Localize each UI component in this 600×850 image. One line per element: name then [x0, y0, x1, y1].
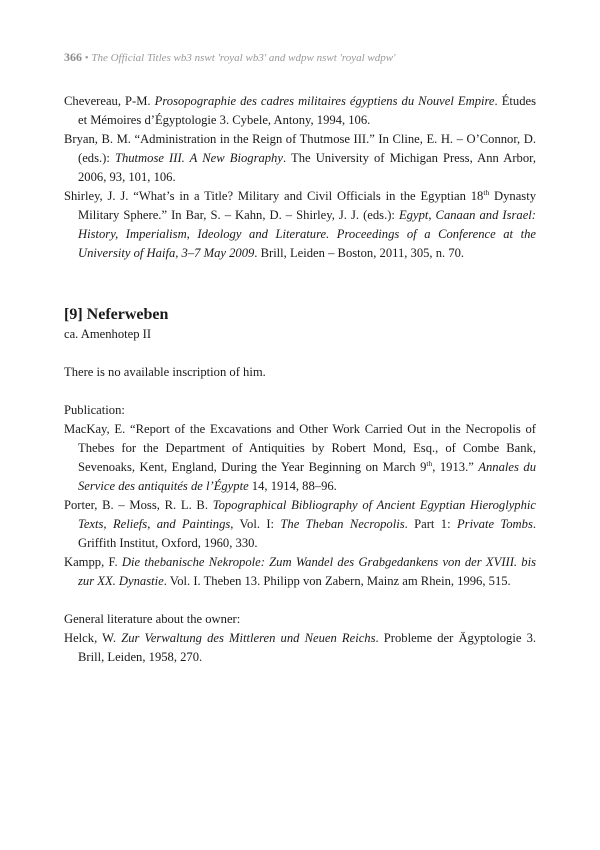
general-literature-label: General literature about the owner:	[64, 612, 241, 626]
section-title: [9] Neferweben	[64, 306, 169, 323]
publication-entry: MacKay, E. “Report of the Excavations and Other Work Carried Out in the Necropolis of Thebes for the Department of Antiquities by Robert Mond, Esq., of Combe Bank, Sevenoaks, Kent, England, During the Year Beginning on March 9th, 1913.” Annales du Service des antiquités de l’Égypte 14, 1914, 88–96.	[64, 422, 536, 493]
publication-entry: Porter, B. – Moss, R. L. B. Topographical Bibliography of Ancient Egyptian Hieroglyphic Texts, Reliefs, and Paintings, Vol. I: The Theban Necropolis. Part 1: Private Tombs. Griffith Institut, Oxford, 1960, 330.	[64, 498, 536, 550]
section-date: ca. Amenhotep II	[64, 327, 152, 341]
publication-entry: Kampp, F. Die thebanische Nekropole: Zum Wandel des Grabgedankens von der XVIII. bis zur XX. Dynastie. Vol. I. Theben 13. Philipp von Zabern, Mainz am Rhein, 1996, 515.	[64, 555, 537, 588]
header-separator: •	[84, 52, 89, 64]
page-content	[64, 92, 536, 667]
reference-entry: Shirley, J. J. “What’s in a Title? Military and Civil Officials in the Egyptian 18th Dynasty Military Sphere.” In Bar, S. – Kahn, D. – Shirley, J. J. (eds.): Egypt, Canaan and Israel: History, Imperialism, Ideology and Literature. Proceedings of a Conference at the University of Haifa, 3–7 May 2009. Brill, Leiden – Boston, 2011, 305, n. 70.	[64, 188, 537, 260]
page-number: 366	[64, 50, 82, 64]
general-literature-entry: Helck, W. Zur Verwaltung des Mittleren und Neuen Reichs. Probleme der Ägyptologie 3. Brill, Leiden, 1958, 270.	[64, 631, 537, 664]
reference-entry: Bryan, B. M. “Administration in the Reign of Thutmose III.” In Cline, E. H. – O’Connor, D. (eds.): Thutmose III. A New Biography. The University of Michigan Press, Ann Arbor, 2006, 93, 101, 106.	[64, 132, 536, 184]
inscription-note: There is no available inscription of him.	[64, 365, 266, 379]
running-header	[64, 50, 544, 65]
publication-label: Publication:	[64, 403, 125, 417]
running-title: The Official Titles wb3 nswt 'royal wb3' and wdpw nswt 'royal wdpw'	[91, 52, 396, 64]
reference-entry: Chevereau, P-M. Prosopographie des cadres militaires égyptiens du Nouvel Empire. Études et Mémoires d’Égyptologie 3. Cybele, Antony, 1994, 106.	[64, 94, 536, 127]
